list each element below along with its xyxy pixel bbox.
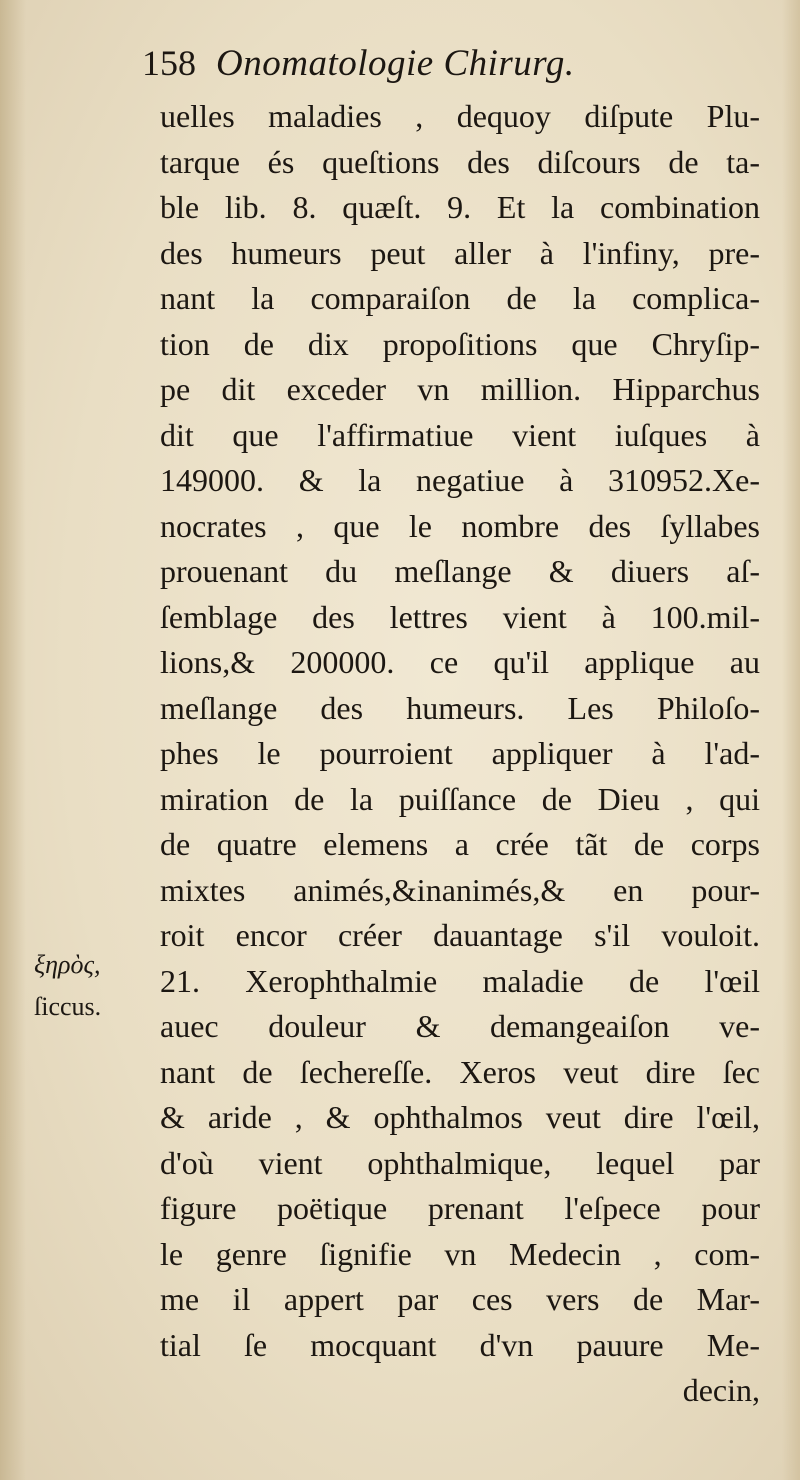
text-line-catchword: decin,: [682, 1372, 760, 1408]
text-line: & aride , & ophthalmos veut dire l'œil,: [160, 1099, 760, 1135]
text-line: nant la comparaiſon de la complica-: [160, 280, 760, 316]
text-line: ble lib. 8. quæſt. 9. Et la combination: [160, 189, 760, 225]
running-title: Onomatologie Chirurg.: [216, 43, 575, 84]
text-line: tial ſe mocquant d'vn pauure Me-: [160, 1326, 760, 1363]
text-line: figure poëtique prenant l'eſpece pour: [160, 1190, 760, 1226]
text-line: ſemblage des lettres vient à 100.mil-: [160, 598, 760, 635]
text-line: miration de la puiſſance de Dieu , qui: [160, 780, 760, 817]
text-line: nant de ſechereſſe. Xeros veut dire ſec: [160, 1053, 760, 1090]
text-line: me il appert par ces vers de Mar-: [160, 1281, 760, 1317]
text-line: uelles maladies , dequoy diſpute Plu-: [160, 98, 760, 134]
text-line: tion de dix propoſitions que Chryſip-: [160, 325, 760, 362]
body-text: [160, 94, 760, 1414]
text-line: nocrates , que le nombre des ſyllabes: [160, 507, 760, 544]
text-line: phes le pourroient appliquer à l'ad-: [160, 735, 760, 771]
text-line: dit que l'affirmatiue vient iuſques à: [160, 416, 760, 453]
text-line: des humeurs peut aller à l'infiny, pre-: [160, 234, 760, 271]
text-line: de quatre elemens a crée tãt de corps: [160, 826, 760, 862]
margin-note-latin: ſiccus.: [34, 992, 102, 1021]
margin-note-greek: ξηρὸς,: [34, 950, 101, 979]
text-line: roit encor créer dauantage s'il vouloit.: [160, 917, 760, 953]
text-line: prouenant du meſlange & diuers aſ-: [160, 553, 760, 589]
page-header: [142, 42, 742, 90]
text-line: lions,& 200000. ce qu'il applique au: [160, 644, 760, 680]
text-line: mixtes animés,&inanimés,& en pour-: [160, 871, 760, 908]
text-line: le genre ſignifie vn Medecin , com-: [160, 1235, 760, 1272]
text-line: 21. Xerophthalmie maladie de l'œil: [160, 962, 760, 999]
text-line: meſlange des humeurs. Les Philoſo-: [160, 689, 760, 726]
page-edge-shadow-right: [782, 0, 800, 1480]
text-line: d'où vient ophthalmique, lequel par: [160, 1144, 760, 1181]
page-number: 158: [142, 43, 196, 83]
text-line: tarque és queſtions des diſcours de ta-: [160, 143, 760, 180]
text-line: auec douleur & demangeaiſon ve-: [160, 1008, 760, 1044]
page-edge-shadow-left: [0, 0, 26, 1480]
text-line: 149000. & la negatiue à 310952.Xe-: [160, 462, 760, 498]
text-line: pe dit exceder vn million. Hipparchus: [160, 371, 760, 407]
